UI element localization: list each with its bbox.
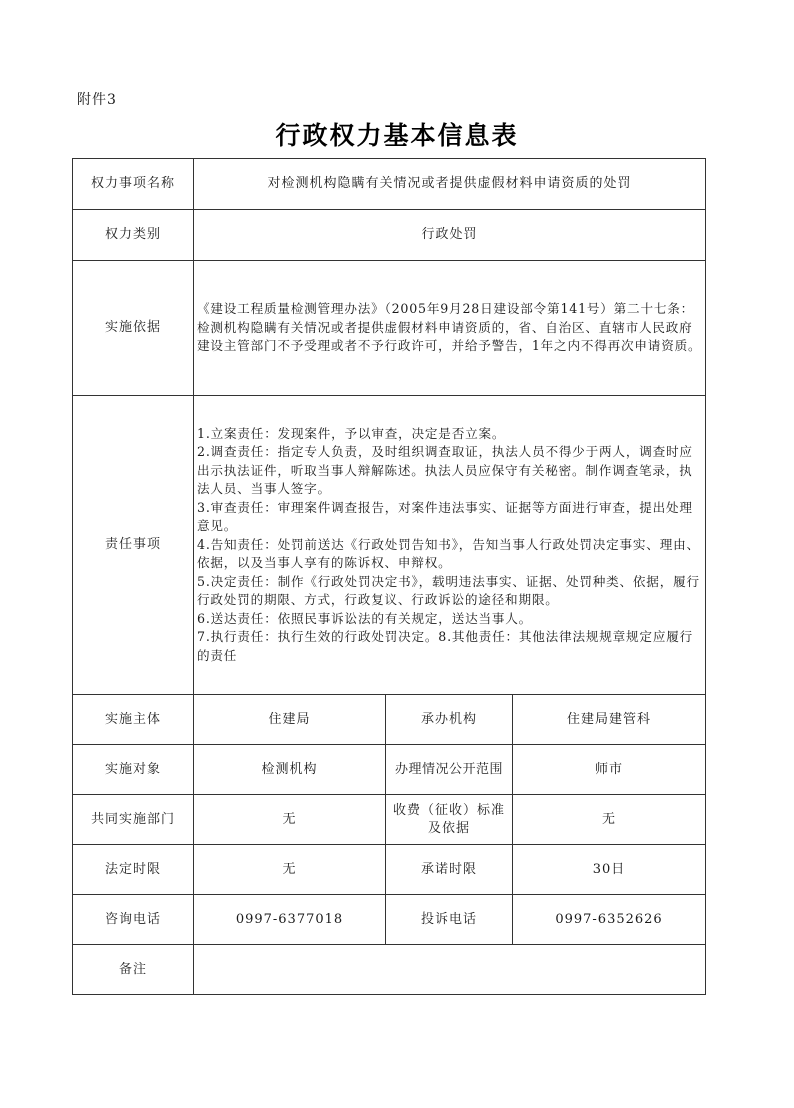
- joint-departments-value: 无: [194, 795, 386, 845]
- promised-time-limit-label: 承诺时限: [386, 845, 513, 895]
- remarks-label: 备注: [73, 945, 194, 995]
- table-row: [73, 396, 706, 695]
- implementing-body-label: 实施主体: [73, 695, 194, 745]
- table-row: [73, 210, 706, 261]
- document-title: 行政权力基本信息表: [275, 121, 519, 150]
- attachment-label: 附件3: [77, 92, 117, 108]
- legal-time-limit-label: 法定时限: [73, 845, 194, 895]
- complaint-phone-label: 投诉电话: [386, 895, 513, 945]
- responsibility-item: 3.审查责任：审理案件调查报告，对案件违法事实、证据等方面进行审查，提出处理意见。: [197, 499, 693, 534]
- disclosure-scope-label: 办理情况公开范围: [386, 745, 513, 795]
- responsibility-item: 7.执行责任：执行生效的行政处罚决定。8.其他责任：其他法律法规规章规定应履行的责任: [197, 629, 694, 663]
- table-row: [73, 795, 706, 845]
- handling-agency-value: 住建局建管科: [513, 695, 706, 745]
- power-info-table: [72, 158, 706, 995]
- legal-time-limit-value: 无: [194, 845, 386, 895]
- fee-basis-label: 收费（征收）标准及依据: [386, 795, 513, 845]
- target-label: 实施对象: [73, 745, 194, 795]
- promised-time-limit-value: 30日: [513, 845, 706, 895]
- target-value: 检测机构: [194, 745, 386, 795]
- legal-basis-value: 《建设工程质量检测管理办法》（2005年9月28日建设部令第141号）第二十七条：检测机构隐瞒有关情况或者提供虚假材料申请资质的，省、自治区、直辖市人民政府建设主管部门不予受理或者不予行政许可，并给予警告，1年之内不得再次申请资质。: [194, 261, 706, 396]
- table-row: [73, 895, 706, 945]
- table-row: [73, 745, 706, 795]
- disclosure-scope-value: 师市: [513, 745, 706, 795]
- responsibility-item: 1.立案责任：发现案件，予以审查，决定是否立案。: [197, 425, 506, 441]
- fee-basis-value: 无: [513, 795, 706, 845]
- remarks-value: [194, 945, 706, 995]
- table-row: [73, 845, 706, 895]
- responsibility-item: 6.送达责任：依照民事诉讼法的有关规定，送达当事人。: [197, 610, 533, 626]
- handling-agency-label: 承办机构: [386, 695, 513, 745]
- inquiry-phone-label: 咨询电话: [73, 895, 194, 945]
- responsibility-item: 4.告知责任：处罚前送达《行政处罚告知书》，告知当事人行政处罚决定事实、理由、依据，以及当事人享有的陈诉权、申辩权。: [197, 536, 700, 571]
- responsibilities-value: [194, 396, 706, 695]
- responsibilities-label: 责任事项: [73, 396, 194, 695]
- joint-departments-label: 共同实施部门: [73, 795, 194, 845]
- power-category-label: 权力类别: [73, 210, 194, 261]
- responsibility-item: 2.调查责任：指定专人负责，及时组织调查取证，执法人员不得少于两人，调查时应出示执法证件，听取当事人辩解陈述。执法人员应保守有关秘密。制作调查笔录，执法人员、当事人签字。: [197, 444, 693, 497]
- power-item-name-label: 权力事项名称: [73, 159, 194, 210]
- table-row: [73, 945, 706, 995]
- responsibility-item: 5.决定责任：制作《行政处罚决定书》，载明违法事实、证据、处罚种类、依据，履行行政处罚的期限、方式，行政复议、行政诉讼的途径和期限。: [197, 573, 700, 608]
- power-item-name-value: 对检测机构隐瞒有关情况或者提供虚假材料申请资质的处罚: [194, 159, 706, 210]
- legal-basis-label: 实施依据: [73, 261, 194, 396]
- power-category-value: 行政处罚: [194, 210, 706, 261]
- complaint-phone-value: 0997-6352626: [513, 895, 706, 945]
- table-row: [73, 695, 706, 745]
- table-row: [73, 261, 706, 396]
- table-row: [73, 159, 706, 210]
- inquiry-phone-value: 0997-6377018: [194, 895, 386, 945]
- implementing-body-value: 住建局: [194, 695, 386, 745]
